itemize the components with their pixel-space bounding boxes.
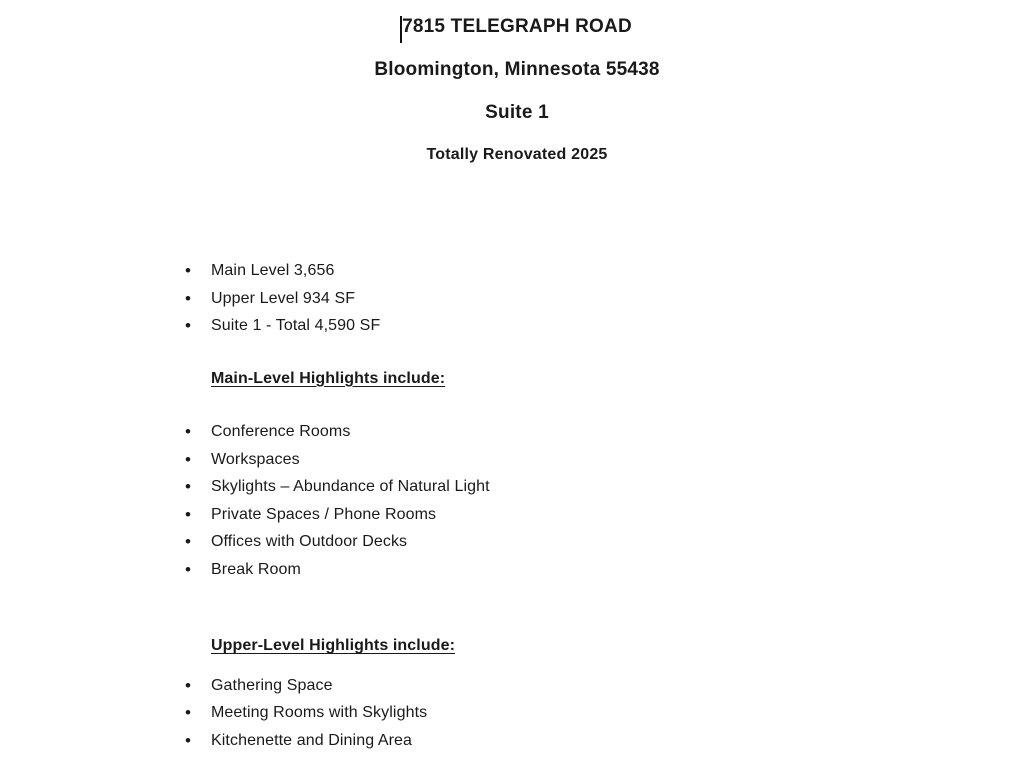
list-item[interactable]: • Offices with Outdoor Decks xyxy=(0,528,1024,556)
text-cursor xyxy=(400,16,402,43)
list-item[interactable]: • Suite 1 - Total 4,590 SF xyxy=(0,312,1024,340)
list-item[interactable]: • Upper Level 934 SF xyxy=(0,285,1024,313)
list-item[interactable]: • Conference Rooms xyxy=(0,418,1024,446)
list-item[interactable]: • Gathering Space xyxy=(0,672,1024,700)
property-city-line[interactable]: Bloomington, Minnesota 55438 xyxy=(374,59,660,80)
document-header xyxy=(0,15,1024,166)
area-summary-list xyxy=(0,257,1024,340)
property-renovated-line[interactable]: Totally Renovated 2025 xyxy=(426,146,608,163)
list-item[interactable]: • Break Room xyxy=(0,556,1024,584)
property-suite-line[interactable]: Suite 1 xyxy=(485,102,549,123)
main-level-highlights-list xyxy=(0,418,1024,583)
list-item[interactable]: • Main Level 3,656 xyxy=(0,257,1024,285)
property-address-line[interactable]: 7815 TELEGRAPH ROAD xyxy=(402,16,632,37)
list-item[interactable]: • Skylights – Abundance of Natural Light xyxy=(0,473,1024,501)
list-item[interactable]: • Meeting Rooms with Skylights xyxy=(0,699,1024,727)
main-level-heading[interactable]: Main-Level Highlights include: xyxy=(211,369,446,387)
list-item[interactable]: • Kitchenette and Dining Area xyxy=(0,727,1024,755)
upper-level-heading[interactable]: Upper-Level Highlights include: xyxy=(211,637,456,654)
upper-level-highlights-list xyxy=(0,672,1024,755)
list-item[interactable]: • Workspaces xyxy=(0,446,1024,474)
list-item[interactable]: • Private Spaces / Phone Rooms xyxy=(0,501,1024,529)
